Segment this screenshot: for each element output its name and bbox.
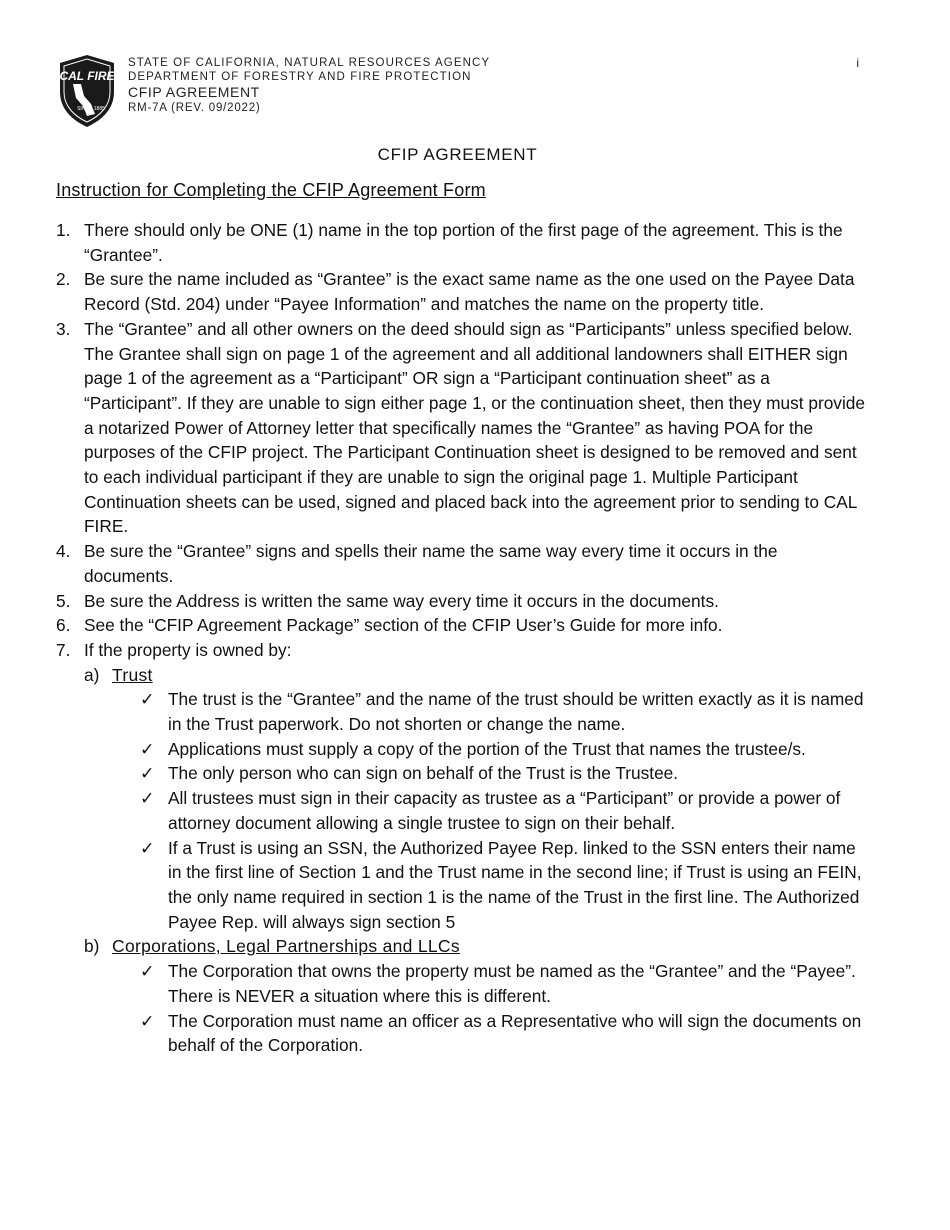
page-number: i bbox=[856, 56, 859, 70]
agency-block bbox=[128, 56, 490, 115]
check-item bbox=[56, 737, 866, 762]
check-text: The trust is the “Grantee” and the name of the trust should be written exactly as it is named in the Trust paperwork. Do not shorten or change the name. bbox=[168, 689, 864, 735]
instructions-list bbox=[56, 218, 866, 1058]
list-item bbox=[56, 218, 866, 267]
section-letter: a) bbox=[84, 664, 100, 685]
section-title: Corporations, Legal Partnerships and LLCs bbox=[112, 936, 460, 957]
check-icon: ✓ bbox=[140, 837, 155, 858]
check-text: The Corporation must name an officer as a Representative who will sign the documents on behalf of the Corporation. bbox=[168, 1010, 862, 1056]
check-icon: ✓ bbox=[140, 961, 155, 982]
item-number: 2. bbox=[56, 269, 71, 290]
list-item bbox=[56, 267, 866, 316]
check-icon: ✓ bbox=[140, 788, 155, 809]
item-text: Be sure the “Grantee” signs and spells their name the same way every time it occurs in the documents. bbox=[84, 541, 778, 586]
check-text: The only person who can sign on behalf of the Trust is the Trustee. bbox=[168, 763, 679, 784]
item-text: If the property is owned by: bbox=[84, 639, 292, 660]
item-number: 7. bbox=[56, 639, 71, 660]
item-text: Be sure the Address is written the same way every time it occurs in the documents. bbox=[84, 590, 719, 611]
check-text: The Corporation that owns the property must be named as the “Grantee” and the “Payee”. There is NEVER a situation where this is different. bbox=[168, 961, 856, 1006]
logo-since: SINCE 1885 bbox=[77, 106, 105, 112]
check-item bbox=[56, 1009, 866, 1058]
list-item bbox=[56, 317, 866, 539]
section-trust-heading bbox=[56, 663, 866, 688]
check-item bbox=[56, 836, 866, 935]
item-number: 6. bbox=[56, 615, 71, 636]
check-item bbox=[56, 687, 866, 736]
item-text: See the “CFIP Agreement Package” section of the CFIP User’s Guide for more info. bbox=[84, 615, 723, 636]
check-text: If a Trust is using an SSN, the Authorized Payee Rep. linked to the SSN enters their name in the first line of Section 1 and the Trust name in the second line; if Trust is using an FEIN, the only name required in section 1 is the name of the Trust in the first line. The Authorized Payee Rep. will always sign section 5 bbox=[168, 837, 862, 932]
agency-line-1: STATE OF CALIFORNIA, NATURAL RESOURCES AGENCY bbox=[128, 57, 491, 69]
item-number: 5. bbox=[56, 590, 71, 611]
check-item bbox=[56, 761, 866, 786]
section-title: Trust bbox=[112, 664, 153, 685]
item-text: There should only be ONE (1) name in the top portion of the first page of the agreement. This is the “Grantee”. bbox=[84, 220, 843, 265]
list-item bbox=[56, 613, 866, 638]
agency-line-2: DEPARTMENT OF FORESTRY AND FIRE PROTECTION bbox=[128, 71, 472, 83]
check-text: Applications must supply a copy of the portion of the Trust that names the trustee/s. bbox=[168, 738, 806, 759]
list-item bbox=[56, 638, 866, 663]
instructions-title: Instruction for Completing the CFIP Agreement Form bbox=[56, 180, 486, 200]
item-number: 1. bbox=[56, 220, 71, 240]
document-title: CFIP AGREEMENT bbox=[377, 145, 538, 164]
logo-text: CAL FIRE bbox=[59, 69, 115, 83]
form-name: CFIP AGREEMENT bbox=[128, 84, 260, 100]
check-icon: ✓ bbox=[140, 738, 155, 759]
list-item bbox=[56, 589, 866, 614]
item-number: 3. bbox=[56, 318, 71, 339]
form-number: RM-7A (REV. 09/2022) bbox=[128, 102, 261, 114]
section-letter: b) bbox=[84, 936, 100, 957]
check-item bbox=[56, 786, 866, 835]
list-item bbox=[56, 539, 866, 588]
item-text: The “Grantee” and all other owners on the deed should sign as “Participants” unless specified below. The Grantee shall sign on page 1 of the agreement and all additional landowners shall EITHER sign page 1 of the agreement as a “Participant” OR sign a “Participant continuation sheet” as a “Participant”. If they are unable to sign either page 1, or the continuation sheet, then they must provide a notarized Power of Attorney letter that specifically names the “Grantee” as having POA for the purposes of the CFIP project. The Participant Continuation sheet is designed to be removed and sent to each individual participant if they are unable to sign the original page 1. Multiple Participant Continuation sheets can be used, signed and placed back into the agreement prior to sending to CAL FIRE. bbox=[84, 318, 866, 537]
check-item bbox=[56, 959, 866, 1008]
check-icon: ✓ bbox=[140, 1010, 155, 1031]
section-corporations-heading bbox=[56, 934, 866, 959]
page-header bbox=[57, 54, 897, 130]
check-text: All trustees must sign in their capacity as trustee as a “Participant” or provide a power of attorney document allowing a single trustee to sign on their behalf. bbox=[168, 788, 841, 833]
item-number: 4. bbox=[56, 541, 71, 562]
check-icon: ✓ bbox=[140, 689, 155, 710]
check-icon: ✓ bbox=[140, 763, 155, 784]
cal-fire-logo bbox=[57, 54, 117, 128]
item-text: Be sure the name included as “Grantee” is the exact same name as the one used on the Payee Data Record (Std. 204) under “Payee Information” and matches the name on the property title. bbox=[84, 269, 855, 315]
